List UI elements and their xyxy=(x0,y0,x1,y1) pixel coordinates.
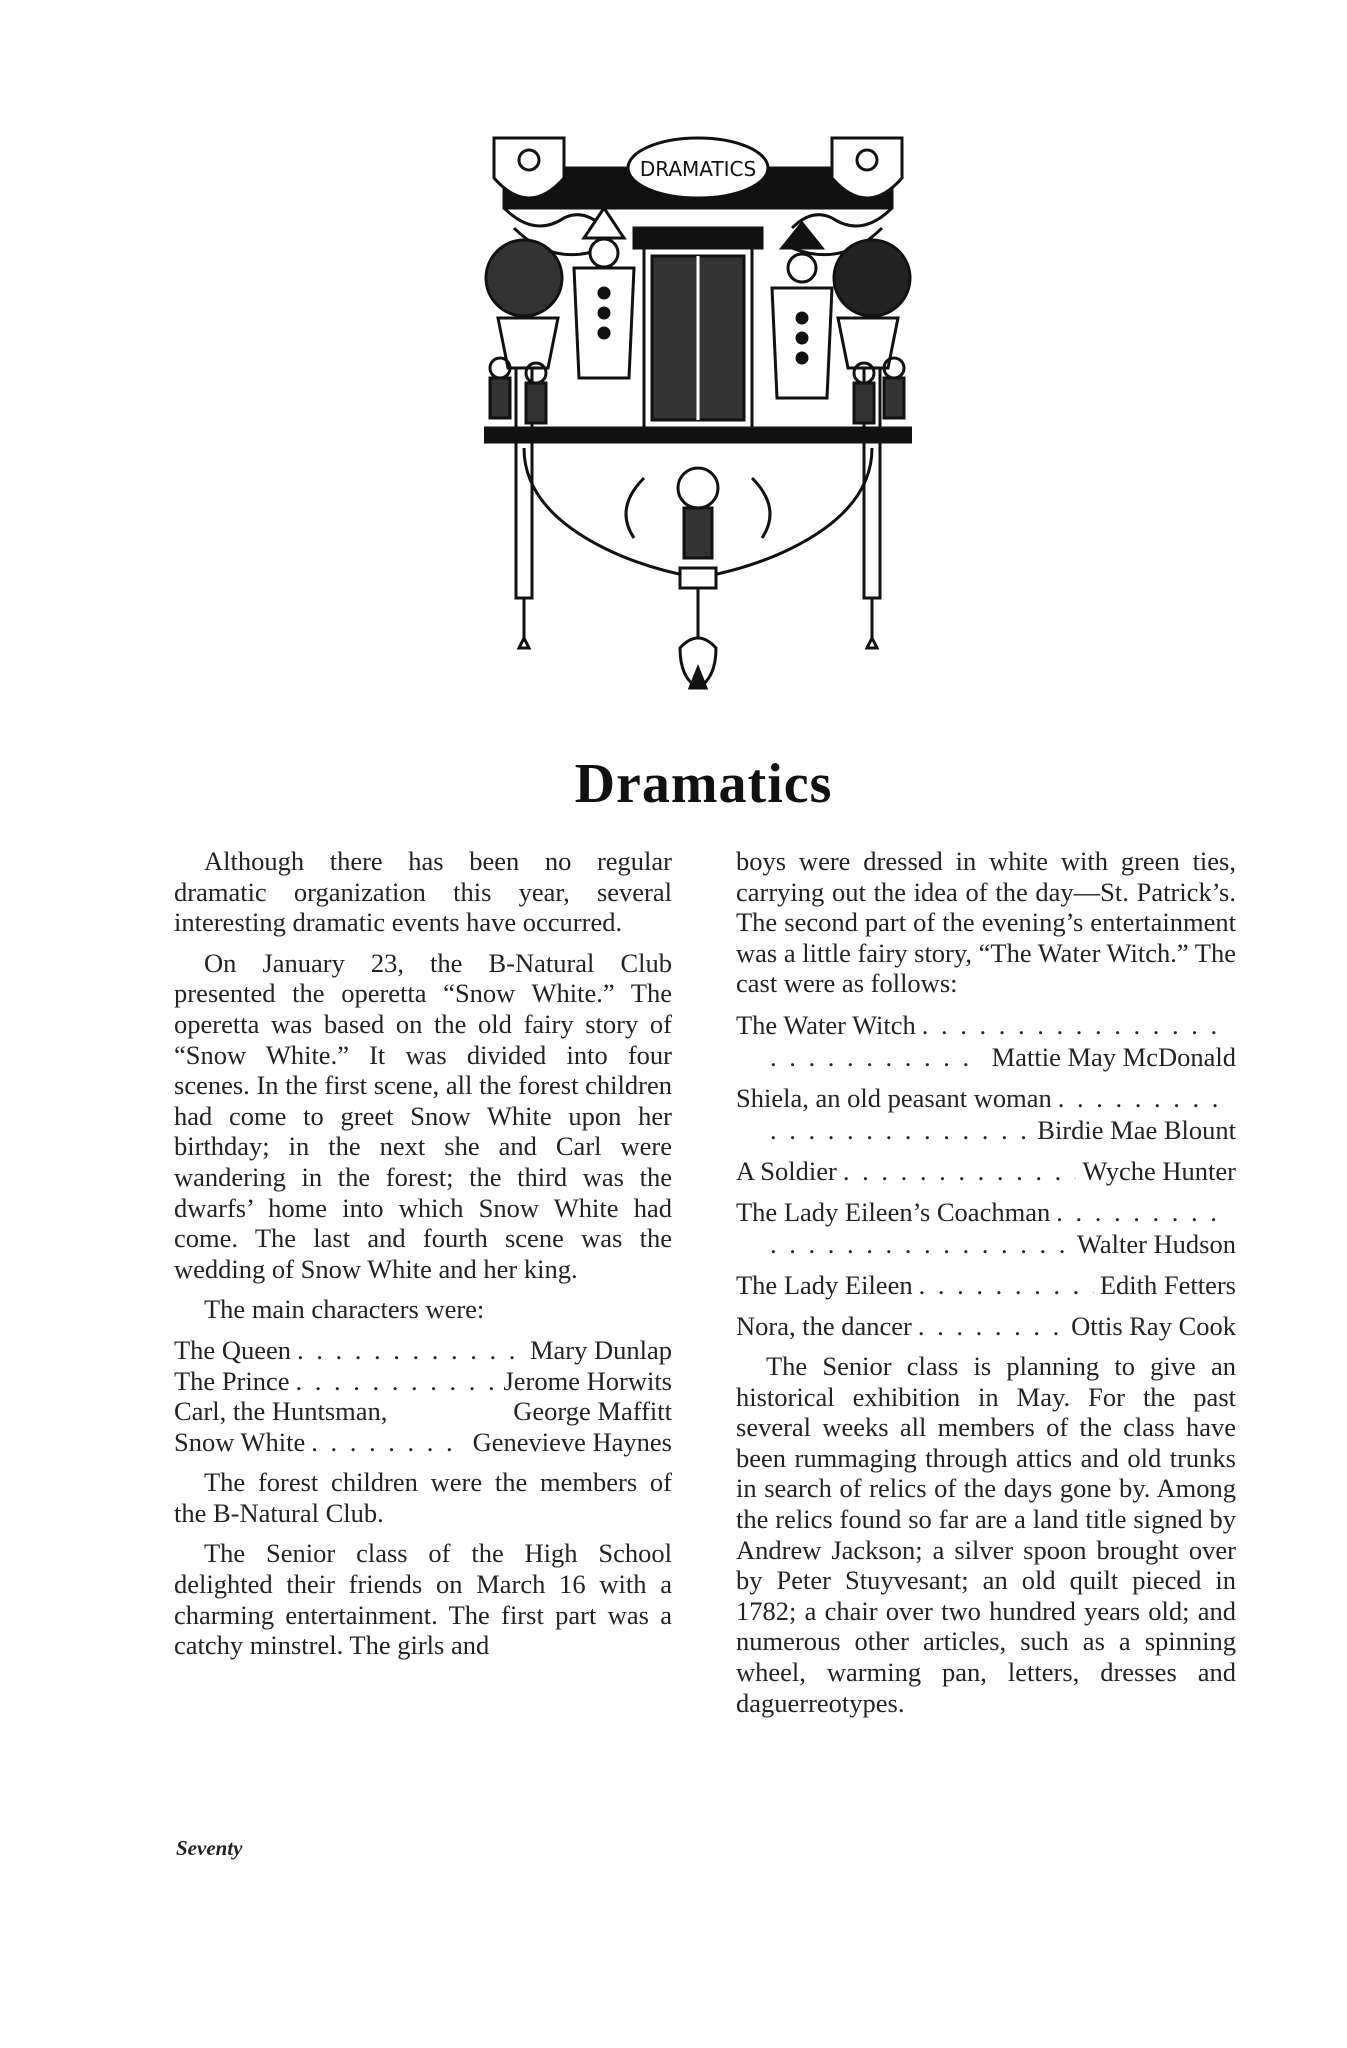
leader-dots xyxy=(1056,1196,1230,1228)
cast-role: Shiela, an old peasant woman xyxy=(736,1082,1052,1113)
paragraph: The Senior class is planning to give an historical exhibition in May. For the past several weeks all members of the class have been rummaging through attics and old trunks in search of relics of the days gone by. Among the relics found so far are a land title signed by Andrew Jackson; a silver spoon brought over by Peter Stuyvesant; an old quilt pieced in 1782; a chair over two hundred years old; and numerous other articles, such as a spinning wheel, warming pan, letters, dresses and daguerreotypes. xyxy=(736,1350,1236,1718)
cast-actor: Mattie May McDonald xyxy=(991,1041,1236,1072)
cast-actor: Edith Fetters xyxy=(1099,1269,1236,1300)
cast-role: The Water Witch xyxy=(736,1009,916,1040)
cast-role: A Soldier xyxy=(736,1155,837,1186)
leader-dots xyxy=(918,1310,1065,1342)
leader-dots xyxy=(919,1269,1094,1301)
page-title: Dramatics xyxy=(574,753,833,815)
cast-actor: Walter Hudson xyxy=(1076,1228,1236,1259)
cast-role: The Queen xyxy=(174,1334,291,1365)
page-number-footer: Seventy xyxy=(176,1836,243,1860)
paragraph: The forest children were the members of the B-Natural Club. xyxy=(174,1467,672,1528)
cast-entry xyxy=(736,1196,1236,1260)
cast-entry xyxy=(174,1396,672,1427)
dramatics-illustration xyxy=(484,128,912,736)
cast-entry xyxy=(736,1155,1236,1187)
paragraph: On January 23, the B-Natural Club presented the operetta “Snow White.” The operetta was based on the old fairy story of “Snow White.” It was divided into four scenes. In the first scene, all the forest children had come to greet Snow White upon her birthday; in the next she and Carl were wandering in the forest; the third was the dwarfs’ home into which Snow White had come. The last and fourth scene was the wedding of Snow White and her king. xyxy=(174,947,672,1284)
cast-actor: Birdie Mae Blount xyxy=(1037,1114,1236,1145)
cast-entry xyxy=(174,1335,672,1366)
cast-entry xyxy=(736,1269,1236,1301)
leader-dots xyxy=(770,1228,1067,1260)
cast-role: Nora, the dancer xyxy=(736,1310,912,1341)
cast-actor: George Maffitt xyxy=(513,1396,672,1427)
snow-white-cast-list xyxy=(174,1335,672,1457)
cast-role: The Lady Eileen’s Coachman xyxy=(736,1196,1051,1227)
cast-entry xyxy=(736,1009,1236,1073)
paragraph: boys were dressed in white with green ties, carrying out the idea of the day—St. Patrick’s. The second part of the evening’s entertainment was a little fairy story, “The Water Witch.” The cast were as follows: xyxy=(736,846,1236,999)
leader-dots xyxy=(297,1335,524,1366)
cast-actor: Ottis Ray Cook xyxy=(1071,1310,1236,1341)
leader-dots xyxy=(296,1366,498,1397)
leader-dots xyxy=(770,1114,1027,1146)
cast-actor: Wyche Hunter xyxy=(1082,1155,1236,1186)
right-column xyxy=(736,846,1236,1728)
cast-entry xyxy=(736,1310,1236,1342)
paragraph: The main characters were: xyxy=(204,1294,485,1325)
cast-actor: Jerome Horwits xyxy=(503,1365,672,1396)
cast-entry xyxy=(174,1366,672,1397)
cast-entry xyxy=(174,1427,672,1458)
water-witch-cast-list xyxy=(736,1009,1236,1342)
cast-entry xyxy=(736,1082,1236,1146)
leader-dots xyxy=(922,1009,1230,1041)
left-column xyxy=(174,846,672,1671)
cast-role: Carl, the Huntsman, xyxy=(174,1396,388,1427)
cast-actor: Genevieve Haynes xyxy=(472,1426,672,1457)
cast-role: The Prince xyxy=(174,1365,290,1396)
paragraph: The Senior class of the High School delighted their friends on March 16 with a charming entertainment. The first part was a catchy minstrel. The girls and xyxy=(174,1538,672,1661)
paragraph: Although there has been no regular dramatic organization this year, several interesting dramatic events have occurred. xyxy=(174,846,672,938)
leader-dots xyxy=(311,1427,466,1458)
leader-dots xyxy=(1058,1082,1230,1114)
leader-dots xyxy=(770,1041,982,1073)
cast-role: Snow White xyxy=(174,1426,306,1457)
banner-text: DRAMATICS xyxy=(639,157,757,181)
cast-role: The Lady Eileen xyxy=(736,1269,913,1300)
leader-dots xyxy=(843,1155,1076,1187)
cast-actor: Mary Dunlap xyxy=(529,1334,672,1365)
